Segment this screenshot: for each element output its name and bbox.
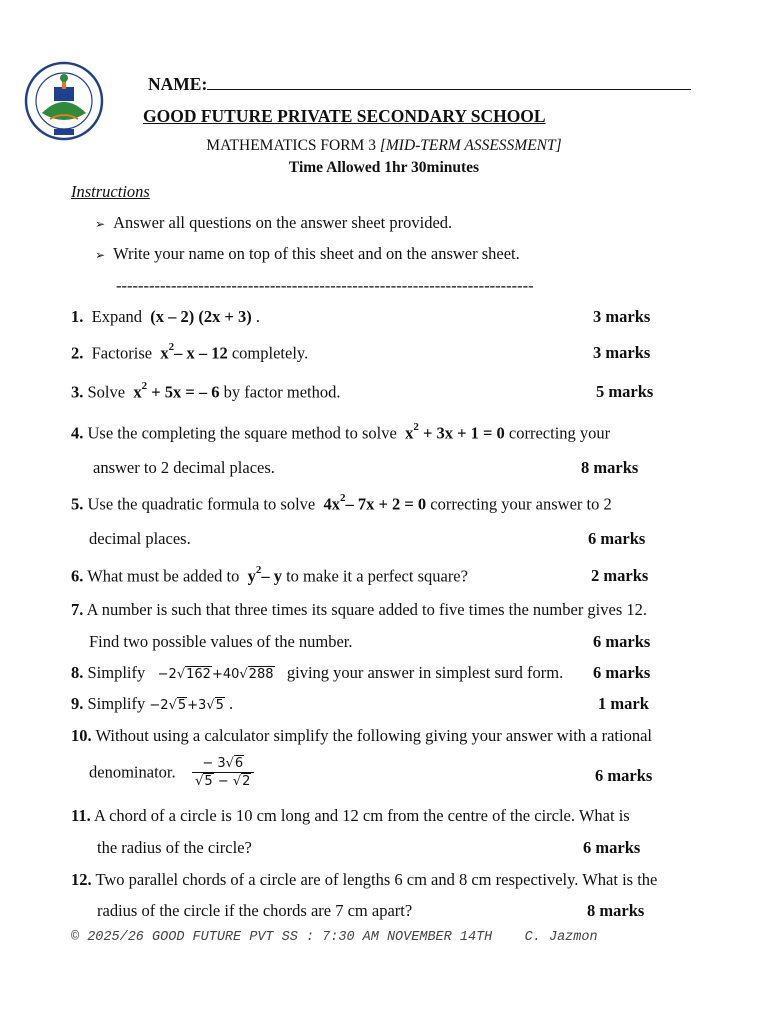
name-field[interactable]	[148, 74, 691, 95]
marks-10: 6 marks	[595, 766, 653, 785]
marks-8: 6 marks	[593, 663, 651, 682]
question-1: 1. Expand (x – 2) (2x + 3) .	[71, 307, 261, 326]
surd-expression: −2√162+40√288	[157, 667, 274, 682]
marks-1: 3 marks	[593, 307, 651, 326]
name-label: NAME:	[148, 74, 208, 94]
question-11-cont: the radius of the circle?	[97, 838, 252, 857]
question-4-cont: answer to 2 decimal places.	[93, 458, 275, 477]
marks-11: 6 marks	[583, 838, 641, 857]
instructions-title: Instructions	[71, 182, 150, 201]
school-crest-icon	[24, 61, 104, 141]
footer-copyright: © 2025/26 GOOD FUTURE PVT SS : 7:30 AM NOVEMBER 14TH C. Jazmon	[71, 930, 598, 945]
question-4: 4. Use the completing the square method to solve $x^2 + 3x + 1 = 0$ correcting your	[71, 421, 611, 443]
marks-4: 8 marks	[581, 458, 639, 477]
question-5: 5. Use the quadratic formula to solve $4x^2-$ 7x + 2 = 0 correcting your answer to 2	[71, 492, 612, 514]
school-name: GOOD FUTURE PRIVATE SECONDARY SCHOOL	[143, 106, 546, 126]
question-11: 11. A chord of a circle is 10 cm long and 12 cm from the centre of the circle. What is	[71, 806, 630, 825]
question-5-cont: decimal places.	[89, 529, 191, 548]
marks-9: 1 mark	[598, 694, 649, 713]
school-logo	[24, 61, 104, 141]
question-12: 12. Two parallel chords of a circle are of lengths 6 cm and 8 cm respectively. What is the	[71, 870, 658, 889]
subject-line	[0, 137, 768, 155]
surd-expression: −2√5+3√5	[149, 698, 224, 713]
instruction-item: ➢ Answer all questions on the answer sheet provided.	[95, 213, 453, 232]
marks-5: 6 marks	[588, 529, 646, 548]
instruction-item: ➢ Write your name on top of this sheet and on the answer sheet.	[95, 244, 520, 263]
marks-7: 6 marks	[593, 632, 651, 651]
question-6: 6. What must be added to $y^2-$ y to make it a perfect square?	[71, 564, 468, 586]
time-allowed: Time Allowed 1hr 30minutes	[288, 159, 480, 176]
subject: MATHEMATICS FORM 3	[206, 137, 376, 154]
question-10: 10. Without using a calculator simplify the following giving your answer with a rational	[71, 726, 653, 745]
question-7-cont: Find two possible values of the number.	[89, 632, 353, 651]
question-9: 9. Simplify −2√5+3√5 .	[71, 694, 234, 713]
question-8: 8. Simplify −2√162+40√288 giving your answer in simplest surd form.	[71, 663, 564, 682]
name-blank[interactable]	[207, 74, 691, 90]
marks-3: 5 marks	[596, 382, 654, 401]
marks-6: 2 marks	[591, 566, 649, 585]
marks-2: 3 marks	[593, 343, 651, 362]
assessment-type: [MID-TERM ASSESSMENT]	[379, 137, 562, 154]
fraction-expression: $\frac{- 3√6}{√5 - √2}$	[192, 756, 254, 789]
marks-12: 8 marks	[587, 901, 645, 920]
question-10-cont: denominator. $\frac{- 3√6}{√5 - √2}$	[89, 756, 254, 789]
question-2: 2. Factorise $x^2-$ x – 12 completely.	[71, 341, 309, 363]
arrow-bullet-icon: ➢	[95, 248, 106, 262]
separator-line: ----------------------------------------------------------------------------	[116, 276, 534, 295]
question-7: 7. A number is such that three times its square added to five times the number gives 12.	[71, 600, 648, 619]
arrow-bullet-icon: ➢	[95, 217, 106, 231]
question-12-cont: radius of the circle if the chords are 7 cm apart?	[97, 901, 413, 920]
question-3: 3. Solve $x^2 + 5x$ = – 6 by factor method.	[71, 380, 341, 402]
